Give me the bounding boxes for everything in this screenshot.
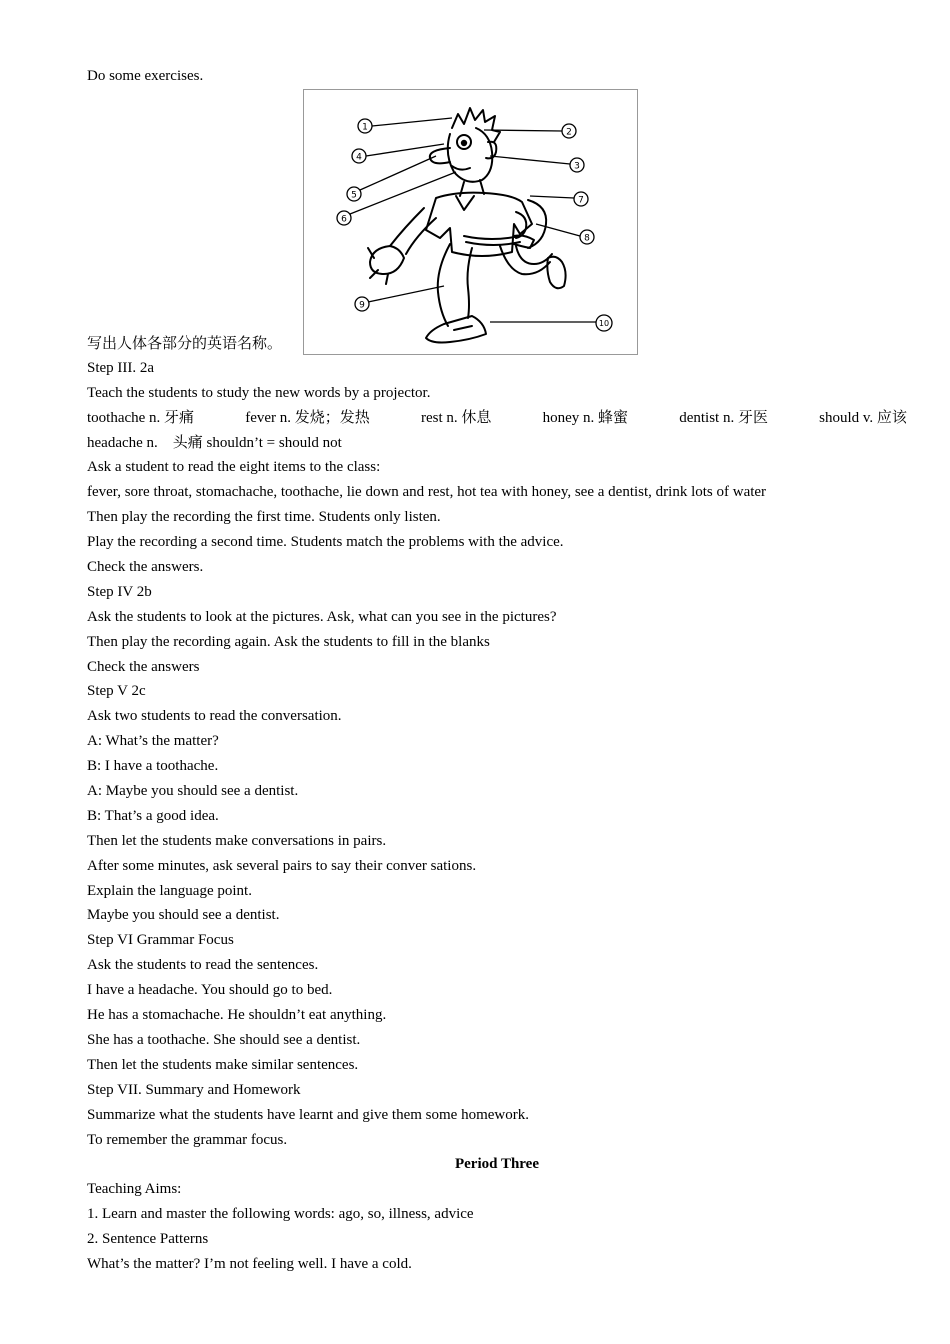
dialogue-line: B: That’s a good idea. [87, 807, 219, 824]
text-line: He has a stomachache. He shouldn’t eat anything. [87, 1007, 387, 1024]
text-line: Check the answers. [87, 559, 204, 576]
label-10 [596, 315, 612, 331]
label-4 [352, 149, 366, 163]
text-line: 1. Learn and master the following words: ago, so, illness, advice [87, 1206, 474, 1223]
text-line: Explain the language point. [87, 882, 252, 899]
vocab-item: toothache n. 牙痛 [87, 409, 195, 426]
text-line: Then play the recording the first time. Students only listen. [87, 509, 441, 526]
svg-text:6: 6 [341, 214, 347, 225]
text-line: Ask two students to read the conversation. [87, 708, 342, 725]
period-three-title: Period Three [454, 1156, 540, 1173]
figure-caption: 写出人体各部分的英语名称。 [87, 335, 283, 352]
vocab-line-2: headache n. 头痛 shouldn’t = should not [87, 434, 342, 451]
svg-text:8: 8 [584, 233, 590, 244]
text-line: Ask the students to look at the pictures. Ask, what can you see in the pictures? [87, 608, 557, 625]
label-8 [580, 230, 594, 244]
vocab-item: dentist n. 牙医 [679, 409, 768, 426]
text-line: 2. Sentence Patterns [87, 1231, 209, 1248]
svg-text:5: 5 [351, 190, 357, 201]
vocab-item: should v. 应该 [819, 409, 907, 426]
text-line: Check the answers [87, 658, 200, 675]
text-line: Summarize what the students have learnt and give them some homework. [87, 1106, 529, 1123]
svg-text:3: 3 [574, 161, 580, 172]
text-line: Then let the students make similar sentences. [87, 1056, 359, 1073]
text-line: To remember the grammar focus. [87, 1131, 288, 1148]
svg-text:4: 4 [356, 152, 362, 163]
intro-line: Do some exercises. [87, 68, 204, 84]
svg-text:2: 2 [566, 127, 572, 138]
figure-row [87, 89, 907, 356]
label-7 [574, 192, 588, 206]
step6-heading: Step VI Grammar Focus [87, 932, 234, 949]
label-3 [570, 158, 584, 172]
label-1 [358, 119, 372, 133]
label-2 [562, 124, 576, 138]
document-page [87, 64, 907, 1277]
vocab-item: honey n. 蜂蜜 [542, 409, 629, 426]
dialogue-line: B: I have a toothache. [87, 758, 219, 775]
text-line: Maybe you should see a dentist. [87, 907, 280, 924]
body-parts-illustration [304, 90, 637, 354]
step3-teach: Teach the students to study the new words by a projector. [87, 384, 431, 401]
text-line: What’s the matter? I’m not feeling well. I have a cold. [87, 1255, 412, 1272]
svg-text:7: 7 [578, 195, 584, 206]
label-9 [355, 297, 369, 311]
vocab-item: fever n. 发烧；发热 [245, 409, 370, 426]
text-line: Ask the students to read the sentences. [87, 957, 319, 974]
body-parts-figure [303, 89, 638, 355]
dialogue-line: A: Maybe you should see a dentist. [87, 783, 299, 800]
step4-heading: Step IV 2b [87, 583, 152, 600]
step7-heading: Step VII. Summary and Homework [87, 1081, 301, 1098]
text-line: Then play the recording again. Ask the students to fill in the blanks [87, 633, 490, 650]
text-line: fever, sore throat, stomachache, toothache, lie down and rest, hot tea with honey, see a dentist, drink lots of water [87, 484, 767, 501]
text-line: After some minutes, ask several pairs to say their conver sations. [87, 857, 477, 874]
dialogue-line: A: What’s the matter? [87, 733, 219, 750]
label-5 [347, 187, 361, 201]
step3-heading: Step III. 2a [87, 359, 155, 376]
svg-text:10: 10 [598, 318, 610, 328]
vocab-item: rest n. 休息 [421, 409, 492, 426]
text-line: Play the recording a second time. Students match the problems with the advice. [87, 534, 564, 551]
step5-heading: Step V 2c [87, 683, 146, 700]
label-6 [337, 211, 351, 225]
text-line: I have a headache. You should go to bed. [87, 982, 333, 999]
text-line: Ask a student to read the eight items to the class: [87, 459, 381, 476]
text-line: Then let the students make conversations in pairs. [87, 832, 387, 849]
text-line: Teaching Aims: [87, 1181, 182, 1198]
text-line: She has a toothache. She should see a dentist. [87, 1031, 361, 1048]
svg-text:9: 9 [359, 300, 365, 311]
svg-text:1: 1 [362, 122, 368, 133]
vocab-list [87, 406, 907, 431]
